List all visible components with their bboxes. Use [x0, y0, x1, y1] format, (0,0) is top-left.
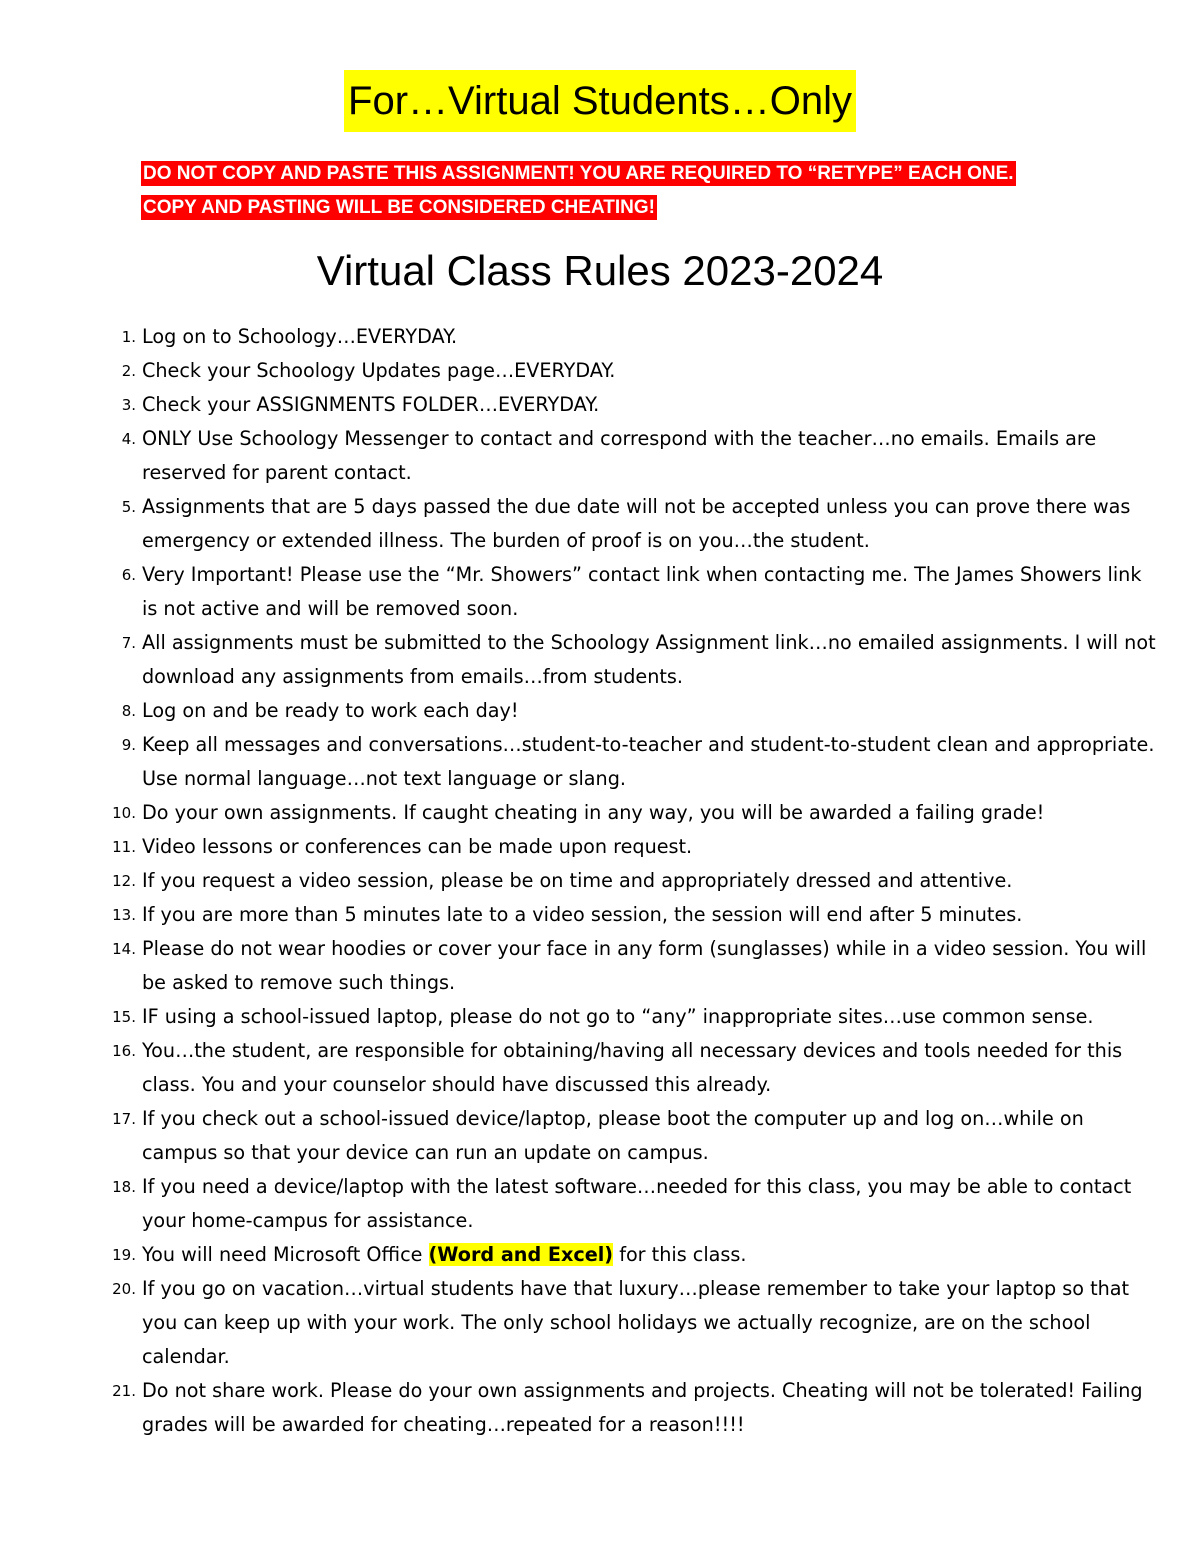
rule-text: IF using a school-issued laptop, please do not go to “any” inappropriate sites…use common sense. — [142, 1005, 1094, 1028]
rule-item — [100, 1170, 1160, 1238]
rule-number: 13. — [112, 906, 136, 924]
rule-text: Please do not wear hoodies or cover your face in any form (sunglasses) while in a video session. You will be asked to remove such things. — [142, 937, 1147, 994]
rule-text: Video lessons or conferences can be made upon request. — [142, 835, 693, 858]
rule-item — [100, 898, 1160, 932]
rule-number: 21. — [112, 1382, 136, 1400]
rule-item — [100, 558, 1160, 626]
rule-number: 18. — [112, 1178, 136, 1196]
rule-text: If you go on vacation…virtual students have that luxury…please remember to take your laptop so that you can keep up with your work. The only school holidays we actually recognize, are on the school calendar. — [142, 1277, 1130, 1368]
rule-number: 7. — [121, 634, 136, 652]
rule-item — [100, 932, 1160, 1000]
rule-number: 10. — [112, 804, 136, 822]
rule-text: If you check out a school-issued device/laptop, please boot the computer up and log on…while on campus so that your device can run an update on campus. — [142, 1107, 1084, 1164]
rule-text: Very Important! Please use the “Mr. Showers” contact link when contacting me. The James Showers link is not active and will be removed soon. — [142, 563, 1142, 620]
rule-item — [100, 694, 1160, 728]
rule-item — [100, 728, 1160, 796]
rule-item — [100, 1034, 1160, 1102]
document-title: Virtual Class Rules 2023-2024 — [316, 247, 884, 294]
rule-number: 19. — [112, 1246, 136, 1264]
rule-text-before: You will need Microsoft Office — [142, 1243, 429, 1266]
rule-item — [100, 490, 1160, 558]
rule-number: 1. — [121, 328, 136, 346]
rule-item — [100, 422, 1160, 490]
highlighted-text: (Word and Excel) — [428, 1243, 614, 1266]
rule-number: 20. — [112, 1280, 136, 1298]
rule-item — [100, 320, 1160, 354]
rule-text: Log on and be ready to work each day! — [142, 699, 519, 722]
rule-text: If you are more than 5 minutes late to a video session, the session will end after 5 minutes. — [142, 903, 1023, 926]
rule-item — [100, 388, 1160, 422]
rule-number: 6. — [121, 566, 136, 584]
rule-number: 11. — [112, 838, 136, 856]
rule-number: 15. — [112, 1008, 136, 1026]
rule-item — [100, 1374, 1160, 1442]
page-title: For…Virtual Students…Only — [344, 70, 856, 132]
rule-text-after: for this class. — [613, 1243, 747, 1266]
rule-text: Keep all messages and conversations…student-to-teacher and student-to-student clean and appropriate. Use normal language…not text language or slang. — [142, 733, 1155, 790]
rule-number: 9. — [121, 736, 136, 754]
rule-number: 17. — [112, 1110, 136, 1128]
rule-item — [100, 864, 1160, 898]
rule-number: 12. — [112, 872, 136, 890]
rule-item — [100, 796, 1160, 830]
rule-number: 8. — [121, 702, 136, 720]
rule-number: 4. — [121, 430, 136, 448]
rule-item — [100, 354, 1160, 388]
rule-text: Assignments that are 5 days passed the due date will not be accepted unless you can prove there was emergency or extended illness. The burden of proof is on you…the student. — [142, 495, 1131, 552]
rule-text — [142, 1238, 1160, 1272]
rule-item — [100, 830, 1160, 864]
rule-text: All assignments must be submitted to the Schoology Assignment link…no emailed assignments. I will not download any assignments from emails…from students. — [142, 631, 1156, 688]
warning-line-1: DO NOT COPY AND PASTE THIS ASSIGNMENT! YOU ARE REQUIRED TO “RETYPE” EACH ONE. — [143, 163, 1014, 184]
warning-notice — [141, 157, 1016, 225]
warning-line-2: COPY AND PASTING WILL BE CONSIDERED CHEATING! — [143, 197, 655, 218]
rule-text: Check your ASSIGNMENTS FOLDER…EVERYDAY. — [142, 393, 600, 416]
rule-item — [100, 1272, 1160, 1374]
rule-text: Do not share work. Please do your own assignments and projects. Cheating will not be tolerated! Failing grades will be awarded for cheating…repeated for a reason!!!! — [142, 1379, 1143, 1436]
rule-item — [100, 626, 1160, 694]
rule-number: 3. — [121, 396, 136, 414]
header — [0, 70, 1200, 132]
rule-text: Check your Schoology Updates page…EVERYDAY. — [142, 359, 616, 382]
rule-text: ONLY Use Schoology Messenger to contact and correspond with the teacher…no emails. Emails are reserved for parent contact. — [142, 427, 1097, 484]
rule-number: 16. — [112, 1042, 136, 1060]
rule-item — [100, 1238, 1160, 1272]
rule-number: 14. — [112, 940, 136, 958]
rule-text: If you need a device/laptop with the latest software…needed for this class, you may be able to contact your home-campus for assistance. — [142, 1175, 1132, 1232]
rule-number: 2. — [121, 362, 136, 380]
rule-text: You…the student, are responsible for obtaining/having all necessary devices and tools needed for this class. You and your counselor should have discussed this already. — [142, 1039, 1123, 1096]
rule-item — [100, 1000, 1160, 1034]
rule-number: 5. — [121, 498, 136, 516]
rule-text: Do your own assignments. If caught cheating in any way, you will be awarded a failing grade! — [142, 801, 1045, 824]
rule-text: If you request a video session, please be on time and appropriately dressed and attentive. — [142, 869, 1013, 892]
rule-item — [100, 1102, 1160, 1170]
rule-text: Log on to Schoology…EVERYDAY. — [142, 325, 458, 348]
rules-list — [100, 320, 1160, 1442]
